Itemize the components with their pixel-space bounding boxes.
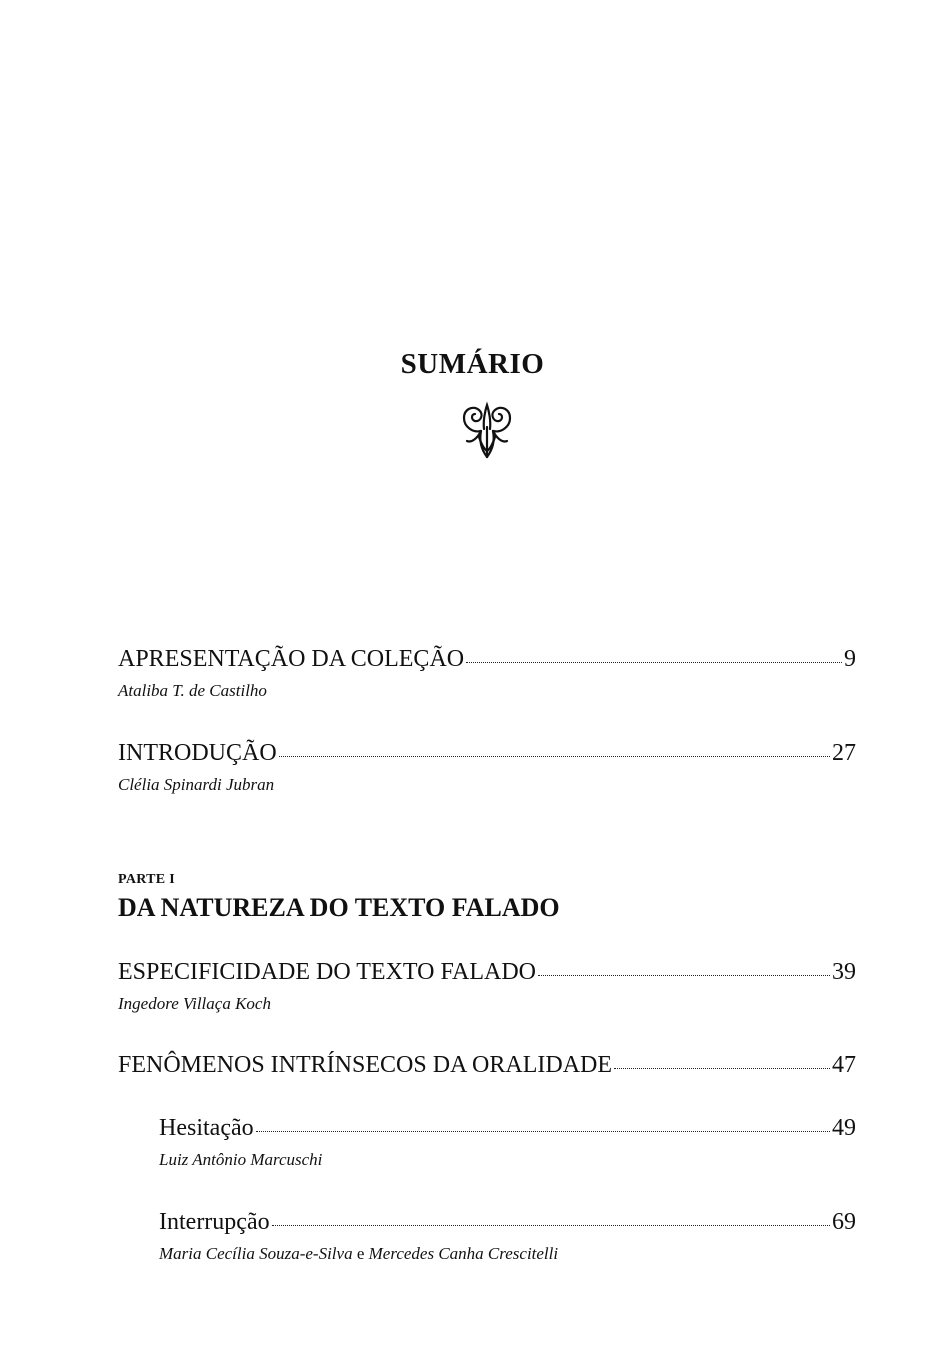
toc-entry-author: Clélia Spinardi Jubran bbox=[118, 775, 275, 794]
toc-entry-introducao[interactable] bbox=[118, 738, 856, 796]
toc-entry-title: INTRODUÇÃO bbox=[118, 740, 277, 766]
toc-entry-page: 69 bbox=[832, 1209, 856, 1235]
toc-entry-title: ESPECIFICIDADE DO TEXTO FALADO bbox=[118, 959, 537, 985]
dot-leader bbox=[466, 661, 842, 663]
toc-entry-page: 49 bbox=[832, 1115, 856, 1141]
toc-entry-title: Hesitação bbox=[159, 1115, 254, 1141]
dot-leader bbox=[614, 1067, 830, 1069]
dot-leader bbox=[538, 974, 830, 976]
toc-entry-title: Interrupção bbox=[159, 1209, 270, 1235]
toc-entry-author: Ingedore Villaça Koch bbox=[118, 994, 271, 1013]
toc-entry-author: Luiz Antônio Marcuschi bbox=[159, 1150, 323, 1169]
dot-leader bbox=[256, 1130, 830, 1132]
toc-entry-interrupcao[interactable] bbox=[159, 1207, 856, 1265]
page-title: SUMÁRIO bbox=[400, 348, 545, 380]
toc-entry-especificidade[interactable] bbox=[118, 957, 856, 1015]
part-label: PARTE I bbox=[118, 872, 175, 887]
toc-entry-page: 27 bbox=[832, 740, 856, 766]
toc-entry-hesitacao[interactable] bbox=[159, 1113, 856, 1171]
toc-entry-title: FENÔMENOS INTRÍNSECOS DA ORALIDADE bbox=[118, 1052, 613, 1078]
author-conjunction: e bbox=[356, 1244, 365, 1263]
author-name: Maria Cecília Souza-e-Silva bbox=[159, 1244, 353, 1263]
toc-entry-author: Ataliba T. de Castilho bbox=[118, 681, 267, 700]
toc-entry-apresentacao[interactable] bbox=[118, 644, 856, 702]
toc-entry-fenomenos[interactable] bbox=[118, 1050, 856, 1080]
toc-entry-page: 9 bbox=[844, 646, 856, 672]
toc-entry-page: 39 bbox=[832, 959, 856, 985]
acanthus-ornament-icon bbox=[459, 401, 515, 459]
toc-entry-title: APRESENTAÇÃO DA COLEÇÃO bbox=[118, 646, 465, 672]
toc-entry-authors bbox=[159, 1243, 856, 1265]
dot-leader bbox=[272, 1224, 830, 1226]
part-title: DA NATUREZA DO TEXTO FALADO bbox=[118, 893, 560, 922]
toc-entry-page: 47 bbox=[832, 1052, 856, 1078]
dot-leader bbox=[279, 755, 830, 757]
author-name: Mercedes Canha Crescitelli bbox=[368, 1244, 559, 1263]
